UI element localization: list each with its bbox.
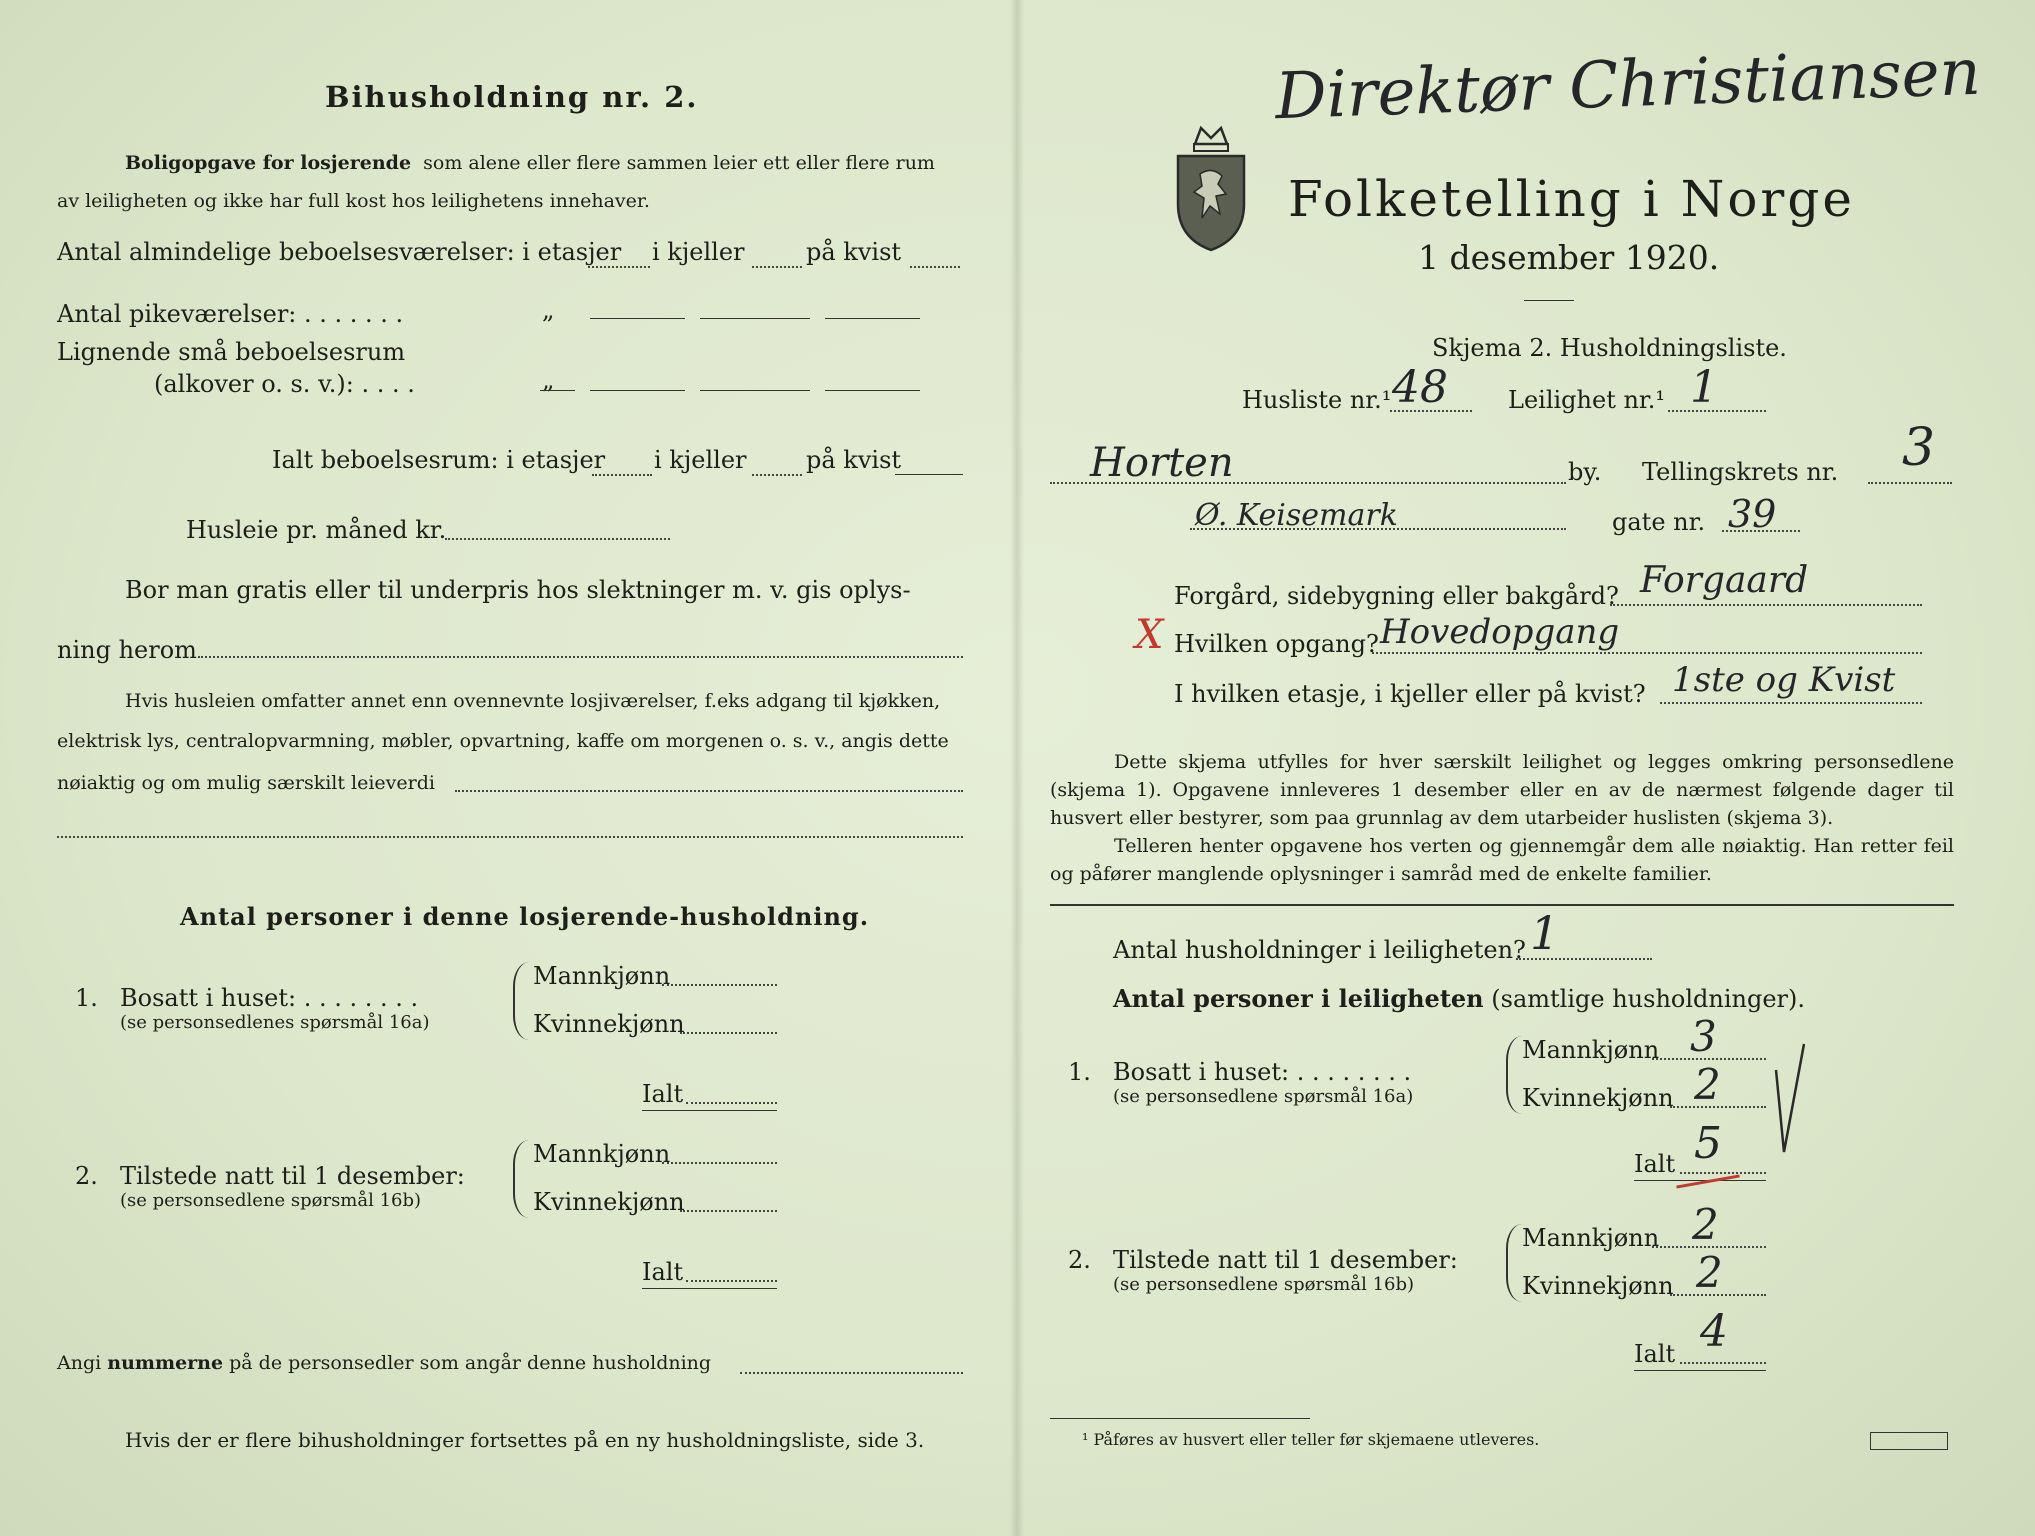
right-tilstede-brace: [1506, 1224, 1522, 1302]
etasje-field[interactable]: [1660, 702, 1922, 704]
ialt-kjeller-field[interactable]: [752, 474, 802, 476]
by-label: by.: [1568, 458, 1602, 486]
gratis-field[interactable]: [198, 656, 963, 658]
footnote: ¹ Påføres av husvert eller teller før skjemaene utleveres.: [1082, 1430, 1540, 1449]
hvis-line2: elektrisk lys, centralopvarmning, møbler, opvartning, kaffe om morgenen o. s. v., angis dette: [57, 730, 949, 752]
left-tilstede-label: Tilstede natt til 1 desember:: [120, 1162, 465, 1190]
pike-label: Antal pikeværelser: . . . . . . .: [57, 300, 404, 328]
rooms-kjeller-label: i kjeller: [652, 238, 745, 266]
right-bosatt-ialt-field[interactable]: [1680, 1172, 1766, 1174]
antal-hush-value: 1: [1530, 906, 1560, 960]
angi-rest: på de personsedler som angår denne husholdning: [229, 1352, 712, 1374]
angi-line: [57, 1352, 711, 1374]
left-bosatt-brace: [513, 962, 529, 1040]
lignende-kvist-field[interactable]: [825, 390, 920, 391]
antal-pers-line: [1113, 984, 1805, 1013]
ialt-etasjer-field[interactable]: [592, 474, 652, 476]
right-bosatt-brace: [1506, 1036, 1522, 1114]
norway-coat-of-arms-icon: [1170, 122, 1252, 254]
left-title: Bihusholdning nr. 2.: [325, 80, 699, 114]
left-bosatt-mann-field[interactable]: [662, 984, 777, 986]
left-persons-heading: Antal personer i denne losjerende-husholdning.: [180, 902, 870, 931]
right-bosatt-sub: (se personsedlene spørsmål 16a): [1113, 1086, 1414, 1107]
info-paragraph-2: Telleren henter opgavene hos verten og gjennemgår dem alle nøiaktig. Han retter feil og påfører manglende oplysninger i samråd med de enkelte familier.: [1050, 835, 1954, 885]
right-tilstede-mann-label: Mannkjønn: [1522, 1224, 1660, 1252]
left-bosatt-kvinne-field[interactable]: [680, 1032, 777, 1034]
ialt-rooms-label: Ialt beboelsesrum: i etasjer: [272, 446, 606, 474]
lignende-line2: (alkover o. s. v.): . . . .: [154, 370, 415, 398]
street-value: Ø. Keisemark: [1195, 498, 1398, 533]
leilighet-value: 1: [1690, 362, 1718, 413]
angi-pre: Angi: [57, 1352, 102, 1374]
left-tilstede-ialt-underline: [642, 1288, 777, 1289]
page-fold: [1010, 0, 1024, 1536]
left-bosatt-mann-label: Mannkjønn: [533, 962, 671, 990]
info-divider: [1050, 904, 1954, 906]
left-tilstede-ialt-field[interactable]: [686, 1280, 777, 1282]
lignende-quote: „: [542, 366, 555, 394]
lignende-lead-field[interactable]: [540, 390, 575, 391]
husleie-label: Husleie pr. måned kr.: [186, 516, 447, 544]
rooms-kvist-field[interactable]: [910, 266, 960, 268]
left-intro-line2: av leiligheten og ikke har full kost hos leilighetens innehaver.: [57, 190, 650, 212]
left-intro-line1: [125, 152, 935, 174]
right-bosatt-ialt-value: 5: [1694, 1118, 1722, 1169]
right-tilstede-mann-value: 2: [1692, 1200, 1719, 1249]
right-bosatt-label: Bosatt i huset: . . . . . . . .: [1113, 1058, 1412, 1086]
rooms-kvist-label: på kvist: [806, 238, 902, 266]
pike-kjeller-field[interactable]: [700, 318, 810, 319]
pike-quote: „: [542, 296, 555, 324]
info-paragraph-1: Dette skjema utfylles for hver særskilt leilighet og legges omkring personsedlene (skjema 1). Opgavene innleveres 1 desember eller en av de nærmest følgende dager til husvert eller bestyrer, som paa grunnlag av dem utarbeider huslisten (skjema 3).: [1050, 751, 1954, 829]
right-bosatt-kvinne-label: Kvinnekjønn: [1522, 1084, 1674, 1112]
left-tilstede-num: 2.: [75, 1162, 98, 1190]
right-tilstede-num: 2.: [1068, 1246, 1091, 1274]
leieverdi-field[interactable]: [455, 790, 963, 792]
form-date: 1 desember 1920.: [1418, 238, 1720, 277]
rooms-kjeller-field[interactable]: [752, 266, 802, 268]
lignende-line1: Lignende små beboelsesrum: [57, 338, 406, 366]
left-tilstede-sub: (se personsedlene spørsmål 16b): [120, 1190, 422, 1211]
forgard-value: Forgaard: [1640, 560, 1809, 601]
right-tilstede-kvinne-label: Kvinnekjønn: [1522, 1272, 1674, 1300]
street-field[interactable]: [1190, 528, 1566, 530]
intro-rest: som alene eller flere sammen leier ett eller flere rum: [423, 152, 935, 174]
forgard-field[interactable]: [1610, 604, 1922, 606]
by-value: Horten: [1090, 440, 1234, 486]
antal-pers-bold: Antal personer i leiligheten: [1113, 984, 1484, 1013]
right-tilstede-kvinne-value: 2: [1696, 1248, 1723, 1297]
right-tilstede-label: Tilstede natt til 1 desember:: [1113, 1246, 1458, 1274]
left-bosatt-ialt-label: Ialt: [642, 1080, 684, 1108]
tellingskrets-label: Tellingskrets nr.: [1642, 458, 1839, 486]
ialt-kvist-field[interactable]: [895, 474, 963, 475]
angi-field[interactable]: [740, 1372, 963, 1374]
date-divider: [1524, 300, 1574, 301]
opgang-value: Hovedopgang: [1380, 612, 1620, 652]
by-field[interactable]: [1050, 482, 1566, 484]
antal-pers-rest: (samtlige husholdninger).: [1491, 985, 1806, 1013]
lignende-etasjer-field[interactable]: [590, 390, 685, 391]
husleie-field[interactable]: [445, 538, 670, 540]
schema-label: Skjema 2. Husholdningsliste.: [1432, 334, 1787, 362]
leilighet-label: Leilighet nr.¹: [1508, 386, 1666, 414]
left-bosatt-num: 1.: [75, 984, 98, 1012]
etasje-value: 1ste og Kvist: [1672, 660, 1896, 700]
opgang-label: Hvilken opgang?: [1174, 630, 1379, 658]
left-tilstede-kvinne-field[interactable]: [680, 1210, 777, 1212]
gratis-line1: Bor man gratis eller til underpris hos slektninger m. v. gis oplys-: [125, 576, 911, 604]
hvis-line1: Hvis husleien omfatter annet enn ovennevnte losjiværelser, f.eks adgang til kjøkken,: [125, 690, 941, 712]
left-bosatt-label: Bosatt i huset: . . . . . . . .: [120, 984, 419, 1012]
hvis-line3: nøiaktig og om mulig særskilt leieverdi: [57, 772, 435, 794]
husliste-value: 48: [1392, 362, 1448, 413]
ialt-kvist-label: på kvist: [806, 446, 902, 474]
left-tilstede-brace: [513, 1140, 529, 1218]
left-bosatt-kvinne-label: Kvinnekjønn: [533, 1010, 685, 1038]
right-bosatt-mann-value: 3: [1690, 1012, 1717, 1061]
gratis-line2: ning herom: [57, 636, 197, 664]
right-tilstede-ialt-field[interactable]: [1680, 1362, 1766, 1364]
gate-value: 39: [1728, 492, 1777, 536]
right-bosatt-mann-label: Mannkjønn: [1522, 1036, 1660, 1064]
lignende-kjeller-field[interactable]: [700, 390, 810, 391]
right-tilstede-ialt-value: 4: [1700, 1306, 1728, 1357]
forgard-label: Forgård, sidebygning eller bakgård?: [1174, 582, 1619, 610]
left-bosatt-ialt-field[interactable]: [686, 1102, 777, 1104]
left-tilstede-ialt-label: Ialt: [642, 1258, 684, 1286]
pike-kvist-field[interactable]: [825, 318, 920, 319]
right-bosatt-num: 1.: [1068, 1058, 1091, 1086]
right-bosatt-ialt-label: Ialt: [1634, 1150, 1676, 1178]
left-tilstede-mann-field[interactable]: [662, 1162, 777, 1164]
left-footer: Hvis der er flere bihusholdninger fortsettes på en ny husholdningsliste, side 3.: [125, 1428, 925, 1452]
pike-etasjer-field[interactable]: [590, 318, 685, 319]
check-stroke-icon: [1770, 1040, 1810, 1160]
left-tilstede-mann-label: Mannkjønn: [533, 1140, 671, 1168]
etasje-label: I hvilken etasje, i kjeller eller på kvist?: [1174, 680, 1646, 708]
right-tilstede-ialt-underline: [1634, 1370, 1766, 1371]
rooms-label: Antal almindelige beboelsesværelser: i etasjer: [57, 238, 622, 266]
husliste-label: Husliste nr.¹: [1242, 386, 1392, 414]
ialt-kjeller-label: i kjeller: [654, 446, 747, 474]
right-tilstede-ialt-label: Ialt: [1634, 1340, 1676, 1368]
angi-bold: nummerne: [107, 1352, 224, 1374]
gate-label: gate nr.: [1612, 508, 1706, 536]
antal-hush-label: Antal husholdninger i leiligheten?: [1113, 936, 1526, 964]
left-bosatt-sub: (se personsedlenes spørsmål 16a): [120, 1012, 430, 1033]
red-underline-mark: [1676, 1174, 1740, 1188]
form-title: Folketelling i Norge: [1288, 170, 1855, 228]
handwritten-title: Direktør Christiansen: [1273, 35, 1982, 135]
right-bosatt-kvinne-value: 2: [1694, 1060, 1721, 1109]
tellingskrets-value: 3: [1902, 418, 1936, 478]
red-x-mark: X: [1135, 612, 1164, 658]
rooms-etasjer-field[interactable]: [588, 266, 650, 268]
opgang-field[interactable]: [1372, 652, 1922, 654]
intro-bold: Boligopgave for losjerende: [125, 152, 412, 174]
tellingskrets-field[interactable]: [1868, 482, 1952, 484]
right-tilstede-sub: (se personsedlene spørsmål 16b): [1113, 1274, 1415, 1295]
left-bosatt-ialt-underline: [642, 1110, 777, 1111]
left-tilstede-kvinne-label: Kvinnekjønn: [533, 1188, 685, 1216]
footnote-rule: [1050, 1418, 1310, 1419]
leieverdi-field-2[interactable]: [57, 836, 963, 838]
printer-stamp: [1870, 1432, 1948, 1450]
